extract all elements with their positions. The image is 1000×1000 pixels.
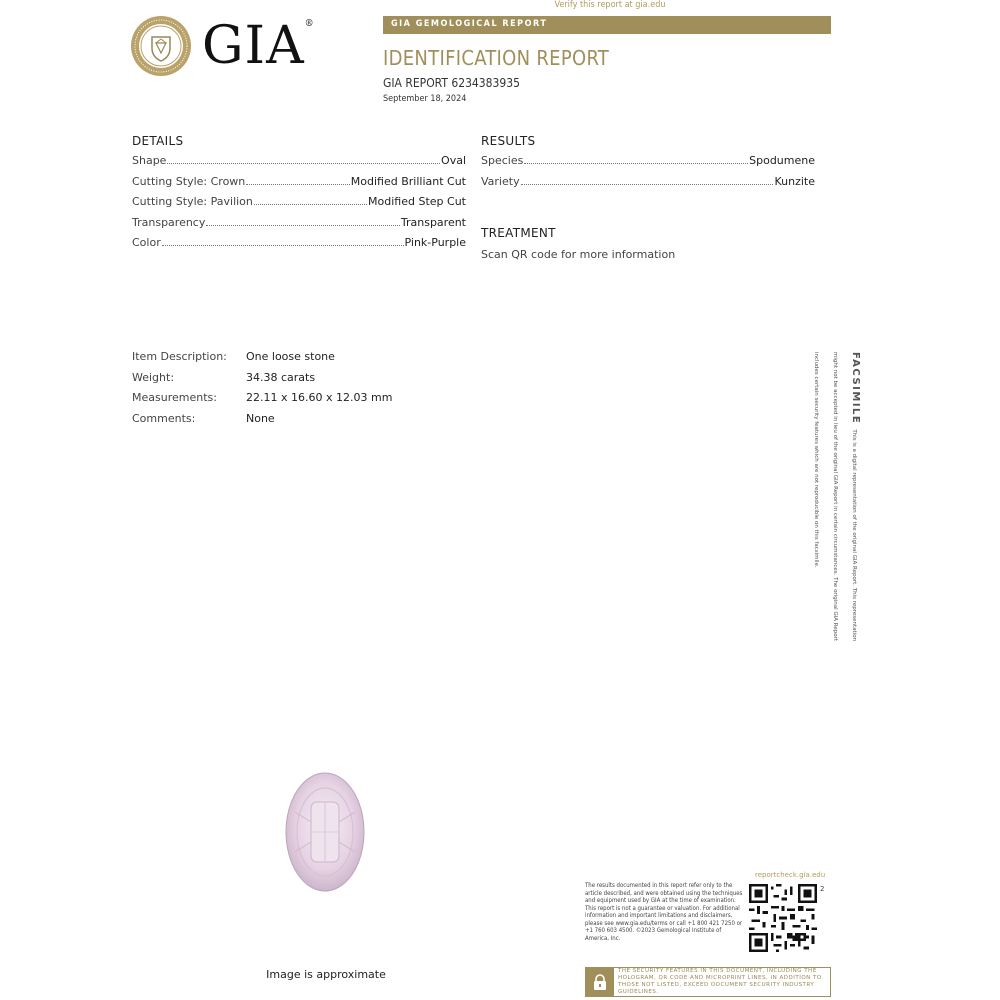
security-notice <box>585 967 831 997</box>
detail-row-crown: Cutting Style: Crown Modified Brilliant Cut <box>132 174 466 188</box>
security-text: THE SECURITY FEATURES IN THIS DOCUMENT, INCLUDING THE HOLOGRAM, QR CODE AND MICROPRINT LINES, IN ADDITION TO THOSE NOT LISTED, EXCEED DOCUMENT SECURITY INDUSTRY GUIDELINES. <box>618 968 822 995</box>
results-heading: RESULTS <box>481 134 536 148</box>
details-list <box>132 154 466 257</box>
report-title: IDENTIFICATION REPORT <box>383 46 610 70</box>
detail-row-pavilion: Cutting Style: Pavilion Modified Step Cut <box>132 195 466 208</box>
image-caption: Image is approximate <box>266 968 386 981</box>
item-row-measurements: Measurements: 22.11 x 16.60 x 12.03 mm <box>132 391 393 404</box>
gia-logo <box>130 14 330 78</box>
facsimile-note: FACSIMILE This is a digital representation of the original GIA Report. This representation might not be accepted in lieu of the original GIA Report in certain circumstances. The original GIA Report includes certain security features which are not reproducible on this facsimile. <box>813 352 861 642</box>
verify-link[interactable]: Verify this report at gia.edu <box>554 0 666 10</box>
qr-code-icon[interactable] <box>749 884 817 952</box>
item-row-description: Item Description: One loose stone <box>132 350 335 363</box>
detail-row-shape: Shape Oval <box>132 154 466 167</box>
results-list <box>481 154 815 195</box>
reportcheck-link[interactable]: reportcheck.gia.edu <box>755 871 826 879</box>
detail-row-transparency: Transparency Transparent <box>132 215 466 229</box>
item-row-weight: Weight: 34.38 carats <box>132 370 316 384</box>
item-row-comments: Comments: None <box>132 411 275 425</box>
details-heading: DETAILS <box>132 134 184 148</box>
report-type-bar: GIA GEMOLOGICAL REPORT <box>383 16 831 34</box>
qr-number: 2 <box>820 885 825 893</box>
gia-wordmark: GIA® <box>202 16 315 76</box>
report-date: September 18, 2024 <box>383 94 467 104</box>
treatment-text: Scan QR code for more information <box>481 248 676 261</box>
report-number: GIA REPORT 6234383935 <box>383 76 521 90</box>
result-row-species: Species Spodumene <box>481 154 815 167</box>
gemstone-image <box>285 772 365 892</box>
detail-row-color: Color Pink-Purple <box>132 236 466 249</box>
lock-icon <box>586 968 614 996</box>
disclaimer-text: The results documented in this report refer only to the article described, and were obtained using the techniques and equipment used by GIA at the time of examination. This report is not a guarantee or valuation. For additional information and important limitations and disclaimers, please see www.gia.edu/terms or call +1 800 421 7250 or +1 760 603 4500. ©2023 Gemological Institute of America, Inc. <box>585 882 743 942</box>
treatment-heading: TREATMENT <box>481 226 556 240</box>
result-row-variety: Variety Kunzite <box>481 174 815 188</box>
gia-seal-icon <box>130 15 192 77</box>
item-table <box>132 350 392 432</box>
